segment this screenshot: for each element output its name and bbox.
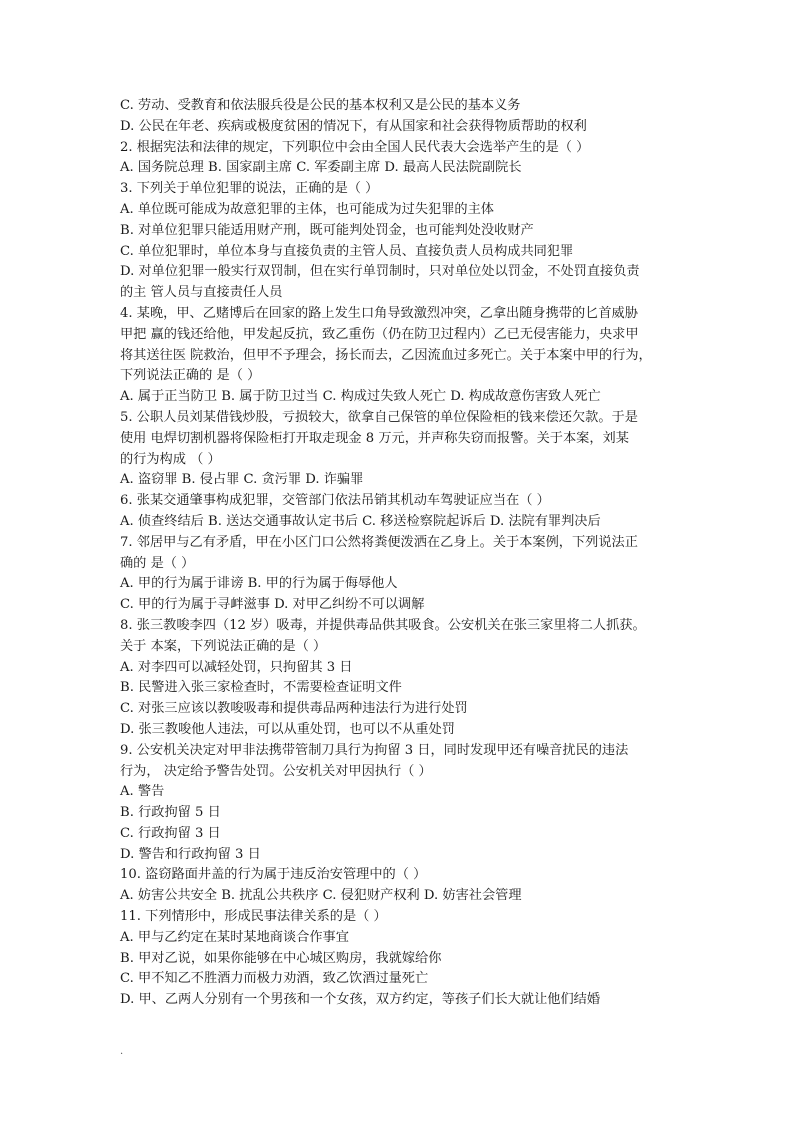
text-line: 4. 某晚，甲、乙赌博后在回家的路上发生口角导致激烈冲突，乙拿出随身携带的匕首威胁 xyxy=(120,305,638,321)
text-line: A. 侦查终结后 B. 送达交通事故认定书后 C. 移送检察院起诉后 D. 法院有罪判决后 xyxy=(120,513,601,529)
text-line: 关于 本案，下列说法正确的是（ ） xyxy=(120,638,327,654)
text-line: 5. 公职人员刘某借钱炒股，亏损较大，欲拿自己保管的单位保险柜的钱来偿还欠款。于是 xyxy=(120,409,638,425)
text-line: A. 甲的行为属于诽谤 B. 甲的行为属于侮辱他人 xyxy=(120,576,398,592)
text-line: A. 警告 xyxy=(120,784,165,800)
text-line: D. 警告和行政拘留 3 日 xyxy=(120,846,261,862)
text-line: C. 行政拘留 3 日 xyxy=(120,825,221,841)
text-line: A. 属于正当防卫 B. 属于防卫过当 C. 构成过失致人死亡 D. 构成故意伤害致人死亡 xyxy=(120,389,601,405)
text-line: B. 行政拘留 5 日 xyxy=(120,805,221,821)
text-line: A. 妨害公共安全 B. 扰乱公共秩序 C. 侵犯财产权利 D. 妨害社会管理 xyxy=(120,888,522,904)
text-line: 7. 邻居甲与乙有矛盾，甲在小区门口公然将粪便泼洒在乙身上。关于本案例，下列说法正 xyxy=(120,534,638,550)
text-line: C. 对张三应该以教唆吸毒和提供毒品两种违法行为进行处罚 xyxy=(120,701,468,717)
text-line: C. 甲不知乙不胜酒力而极力劝酒，致乙饮酒过量死亡 xyxy=(120,971,429,987)
text-line: A. 盗窃罪 B. 侵占罪 C. 贪污罪 D. 诈骗罪 xyxy=(120,472,364,488)
text-line: B. 甲对乙说，如果你能够在中心城区购房，我就嫁给你 xyxy=(120,950,442,966)
text-line: A. 甲与乙约定在某时某地商谈合作事宜 xyxy=(120,929,349,945)
text-line: B. 民警进入张三家检查时，不需要检查证明文件 xyxy=(120,680,402,696)
text-line: C. 甲的行为属于寻衅滋事 D. 对甲乙纠纷不可以调解 xyxy=(120,597,425,613)
text-line: A. 对李四可以减轻处罚，只拘留其 3 日 xyxy=(120,659,353,675)
text-line: 下列说法正确的 是（ ） xyxy=(120,368,261,384)
footer-dot: . xyxy=(120,1046,124,1057)
text-line: D. 对单位犯罪一般实行双罚制，但在实行单罚制时，只对单位处以罚金，不处罚直接负责 xyxy=(120,264,640,280)
text-line: 11. 下列情形中，形成民事法律关系的是（ ） xyxy=(120,909,387,925)
text-line: 确的 是（ ） xyxy=(120,555,195,571)
text-line: 3. 下列关于单位犯罪的说法，正确的是（ ） xyxy=(120,181,379,197)
text-line: 10. 盗窃路面井盖的行为属于违反治安管理中的（ ） xyxy=(120,867,427,883)
text-line: A. 单位既可能成为故意犯罪的主体，也可能成为过失犯罪的主体 xyxy=(120,201,494,217)
text-line: B. 对单位犯罪只能适用财产刑，既可能判处罚金，也可能判处没收财产 xyxy=(120,222,534,238)
text-line: 行为， 决定给予警告处罚。公安机关对甲因执行（ ） xyxy=(120,763,432,779)
text-line: 的行为构成 （ ） xyxy=(120,451,221,467)
text-line: C. 劳动、受教育和依法服兵役是公民的基本权利又是公民的基本义务 xyxy=(120,98,521,113)
document-page xyxy=(120,96,680,1011)
text-line: 的主 管人员与直接责任人员 xyxy=(120,285,283,301)
text-line: 9. 公安机关决定对甲非法携带管制刀具行为拘留 3 日，同时发现甲还有噪音扰民的违法 xyxy=(120,742,629,758)
text-line: 将其送往医 院救治，但甲不予理会，扬长而去，乙因流血过多死亡。关于本案中甲的行为， xyxy=(120,347,652,363)
text-line: 8. 张三教唆李四（12 岁）吸毒，并提供毒品供其吸食。公安机关在张三家里将二人抓获。 xyxy=(120,617,646,633)
text-line: A. 国务院总理 B. 国家副主席 C. 军委副主席 D. 最高人民法院副院长 xyxy=(120,160,522,176)
text-line: D. 甲、乙两人分别有一个男孩和一个女孩，双方约定，等孩子们长大就让他们结婚 xyxy=(120,992,601,1008)
text-line: 6. 张某交通肇事构成犯罪，交管部门依法吊销其机动车驾驶证应当在（ ） xyxy=(120,493,550,509)
text-line: D. 公民在年老、疾病或极度贫困的情况下，有从国家和社会获得物质帮助的权利 xyxy=(120,118,587,134)
text-line: 使用 电焊切割机器将保险柜打开取走现金 8 万元，并声称失窃而报警。关于本案，刘某 xyxy=(120,430,629,446)
text-line: C. 单位犯罪时，单位本身与直接负责的主管人员、直接负责人员构成共同犯罪 xyxy=(120,243,574,259)
text-line: 甲把 赢的钱还给他，甲发起反抗，致乙重伤（仍在防卫过程内）乙已无侵害能力，央求甲 xyxy=(120,326,639,342)
text-line: D. 张三教唆他人违法，可以从重处罚，也可以不从重处罚 xyxy=(120,721,455,737)
text-line: 2. 根据宪法和法律的规定，下列职位中会由全国人民代表大会选举产生的是（ ） xyxy=(120,139,590,155)
